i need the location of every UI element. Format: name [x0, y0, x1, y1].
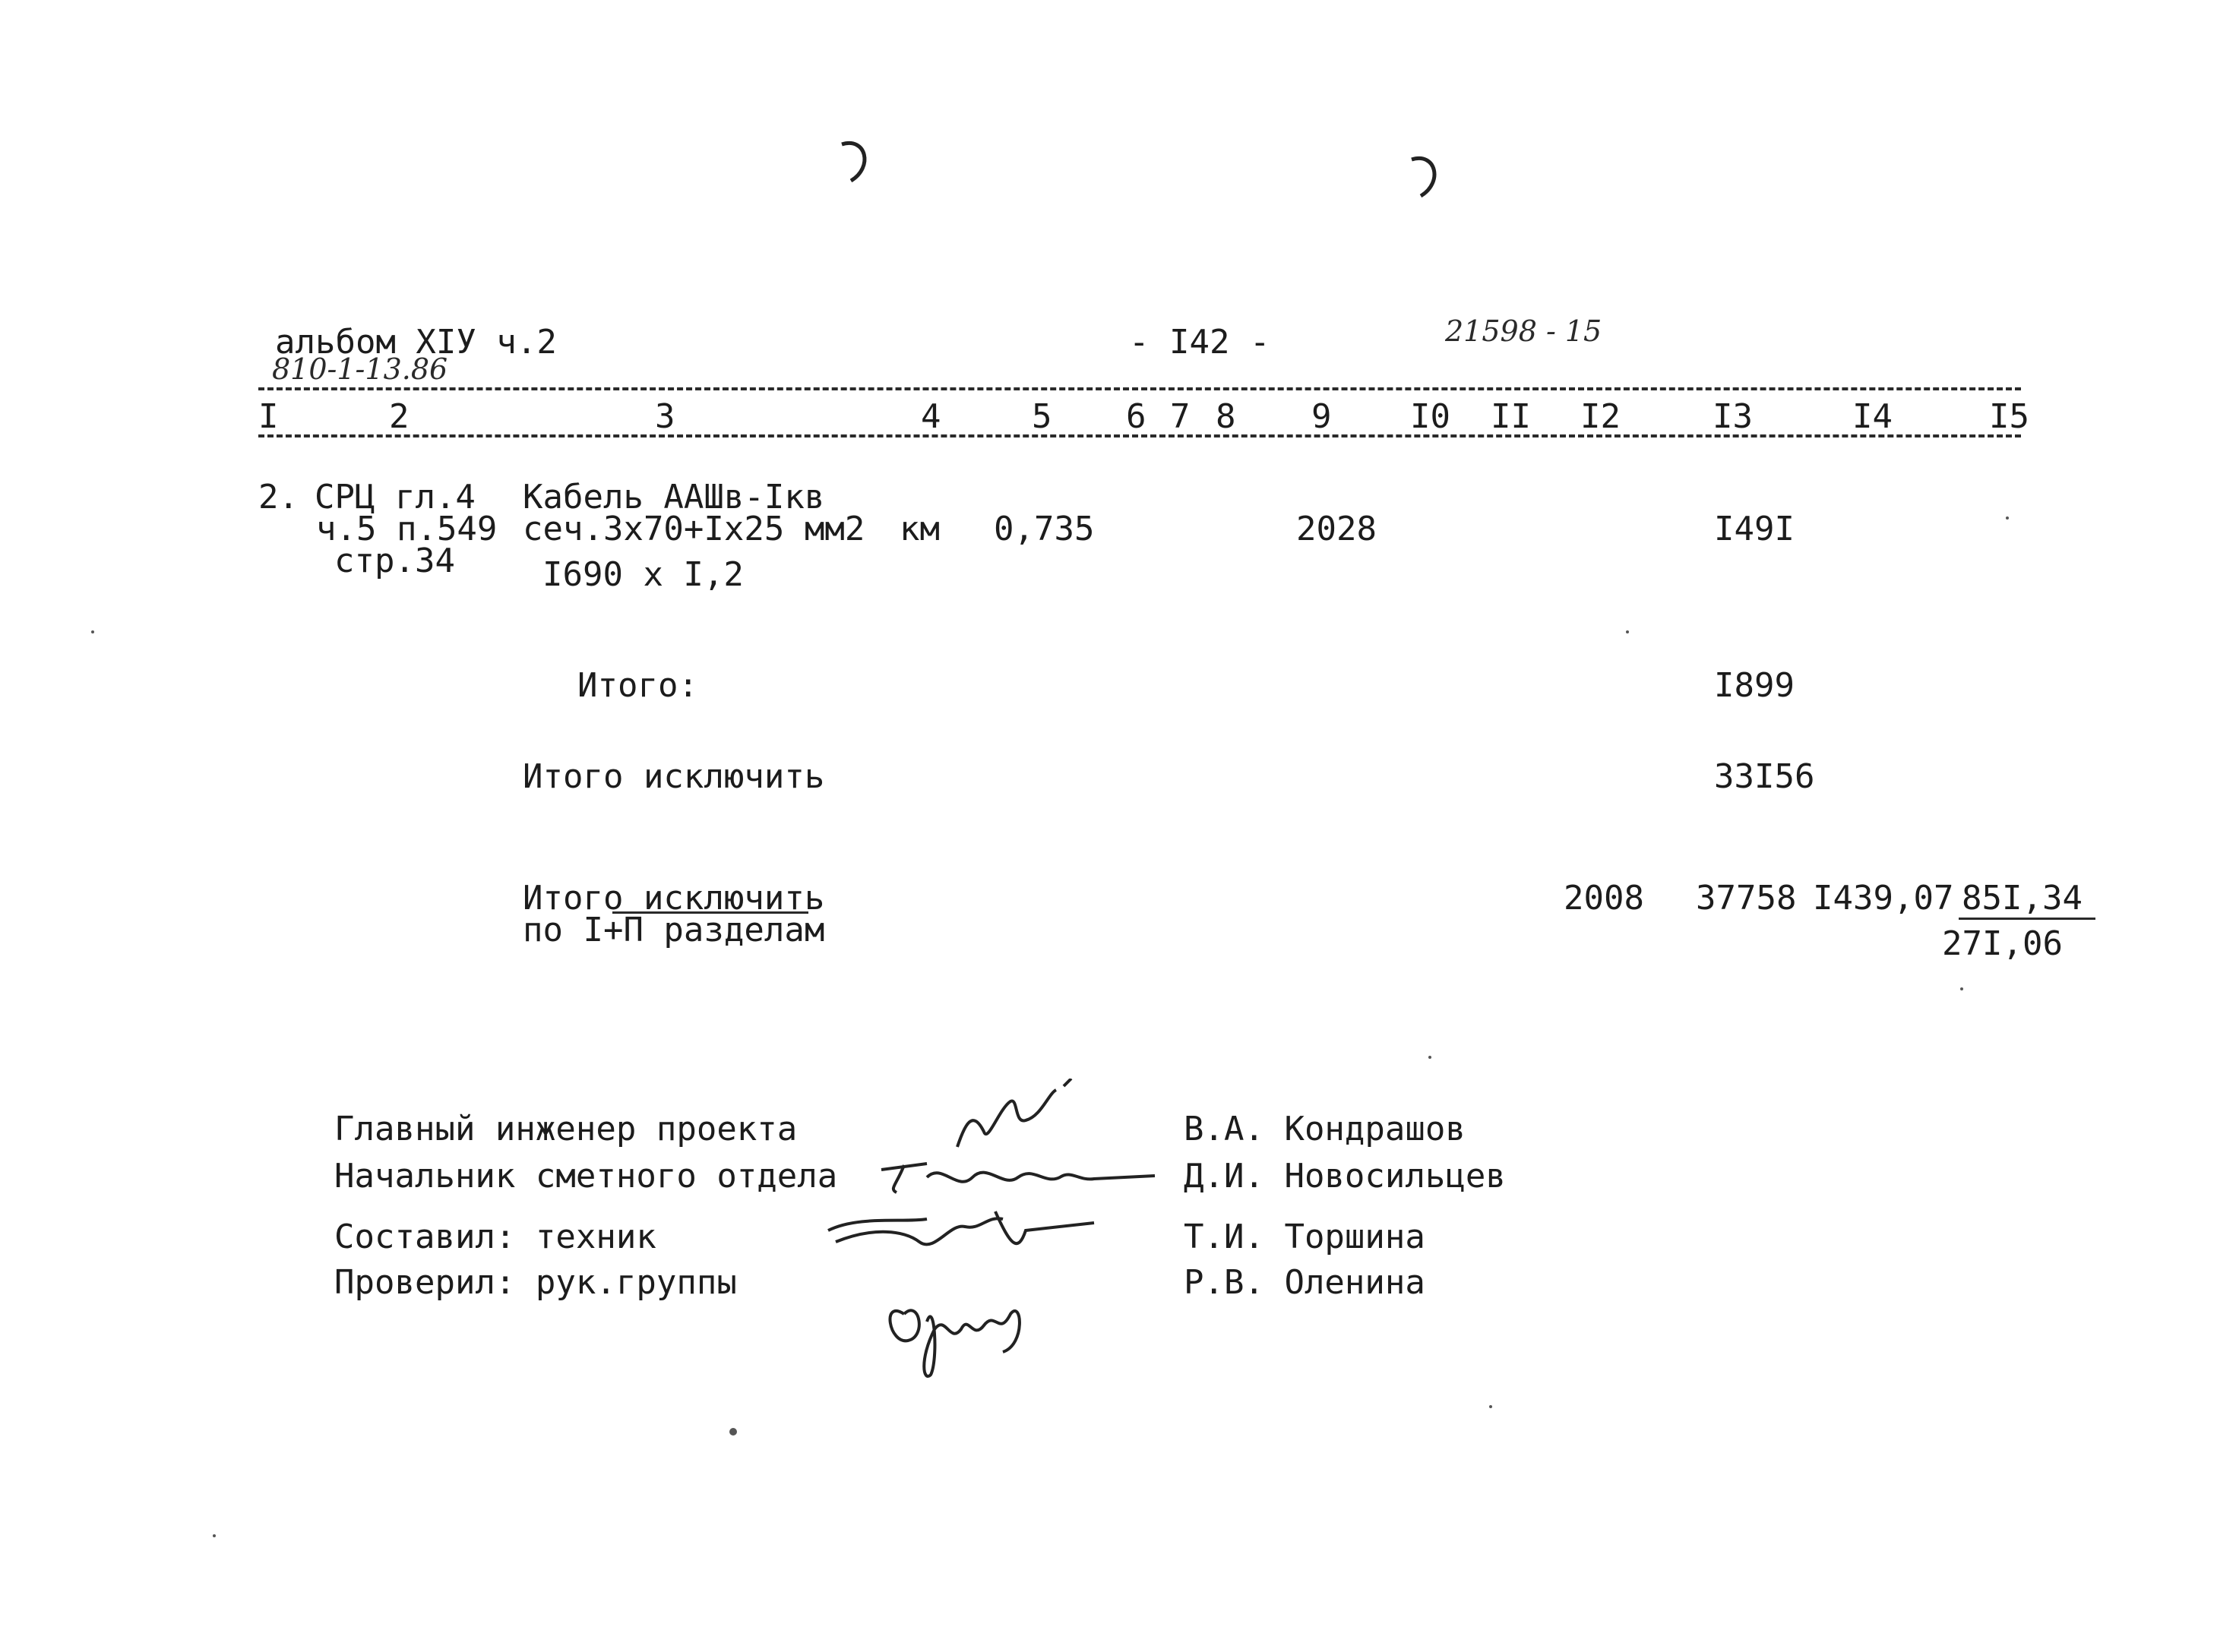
signature-role-4: Проверил: рук.группы	[334, 1263, 737, 1302]
col-header-10: I0	[1410, 397, 1450, 436]
col-header-12: I2	[1580, 397, 1621, 436]
col-header-6: 6	[1126, 397, 1146, 436]
exclude-sections-label-line-2: по I+П разделам	[523, 911, 825, 949]
binding-hole-mark-right	[1406, 152, 1451, 205]
fraction-line	[1959, 918, 2095, 920]
row-col13-value: I49I	[1714, 510, 1795, 548]
col-header-5: 5	[1032, 397, 1052, 436]
row-quantity: 0,735	[994, 510, 1095, 548]
col-header-15: I5	[1989, 397, 2029, 436]
row-number: 2.	[258, 478, 299, 516]
row-source-line-2: ч.5 п.549	[316, 510, 498, 548]
signature-role-2: Начальник сметного отдела	[334, 1157, 838, 1196]
scan-speck	[213, 1534, 216, 1537]
exclude-total-label: Итого исключить	[523, 757, 825, 796]
exclude-sections-label-line-1: Итого исключить	[523, 879, 825, 918]
scan-speck	[1626, 630, 1629, 633]
col-header-14: I4	[1852, 397, 1893, 436]
scan-speck	[1960, 987, 1963, 990]
album-title: альбом XIУ ч.2	[275, 323, 557, 362]
scan-speck	[2006, 516, 2009, 520]
exclude-sections-underline	[612, 911, 808, 914]
row-desc-line-3: I690 х I,2	[542, 555, 744, 594]
handwritten-signature-3	[813, 1200, 1102, 1268]
scan-speck	[91, 630, 94, 633]
signature-role-3: Составил: техник	[334, 1218, 656, 1256]
row-desc-line-1: Кабель ААШв-Iкв	[523, 478, 825, 516]
col-header-4: 4	[921, 397, 941, 436]
signature-role-1: Главный инженер проекта	[334, 1110, 798, 1148]
handwritten-signature-4	[874, 1268, 1071, 1382]
binding-hole-mark-left	[836, 137, 881, 190]
exclude-sections-col13: 37758	[1696, 879, 1797, 918]
col-header-13: I3	[1713, 397, 1753, 436]
exclude-sections-col15-sub: 27I,06	[1942, 924, 2063, 963]
row-desc-line-2: сеч.3х70+Iх25 мм2	[523, 510, 865, 548]
page-number: - I42 -	[1129, 323, 1270, 362]
scan-speck	[729, 1428, 737, 1436]
exclude-total-value: 33I56	[1714, 757, 1815, 796]
col-header-9: 9	[1311, 397, 1332, 436]
document-number: 21598 - 15	[1445, 314, 1602, 348]
signature-name-4: Р.В. Оленина	[1184, 1263, 1425, 1302]
scan-speck	[1428, 1056, 1431, 1059]
header-top-rule	[258, 387, 2021, 390]
col-header-2: 2	[389, 397, 410, 436]
exclude-sections-col14: I439,07	[1813, 879, 1954, 918]
row-source-line-1: СРЦ гл.4	[315, 478, 476, 516]
signature-name-2: Д.И. Новосильцев	[1184, 1157, 1506, 1196]
col-header-7: 7	[1170, 397, 1191, 436]
col-header-8: 8	[1216, 397, 1236, 436]
row-unit: км	[900, 510, 940, 548]
scan-speck	[1489, 1405, 1492, 1408]
exclude-sections-col12: 2008	[1564, 879, 1644, 918]
col-header-3: 3	[655, 397, 675, 436]
col-header-11: II	[1491, 397, 1531, 436]
row-source-line-3: стр.34	[334, 542, 455, 580]
total-value: I899	[1714, 666, 1795, 705]
album-code: 810-1-13.86	[272, 352, 448, 386]
total-label: Итого:	[577, 666, 698, 705]
signature-name-1: В.А. Кондрашов	[1184, 1110, 1466, 1148]
exclude-sections-col15: 85I,34	[1962, 879, 2083, 918]
handwritten-signature-2	[874, 1147, 1162, 1200]
row-col9-value: 2028	[1296, 510, 1377, 548]
signature-name-3: Т.И. Торшина	[1184, 1218, 1425, 1256]
col-header-1: I	[258, 397, 279, 436]
